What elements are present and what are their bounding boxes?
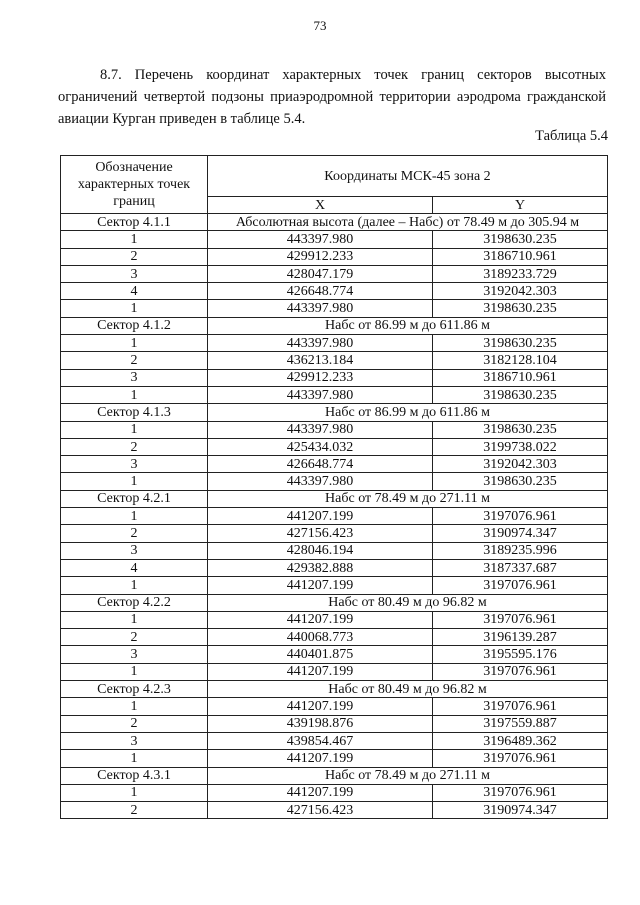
coord-y: 3189233.729	[433, 265, 608, 282]
coord-y: 3192042.303	[433, 456, 608, 473]
point-number: 3	[61, 542, 208, 559]
coord-x: 441207.199	[208, 698, 433, 715]
sector-row	[61, 317, 608, 334]
coord-x: 441207.199	[208, 784, 433, 801]
coord-y: 3182128.104	[433, 352, 608, 369]
point-number: 3	[61, 369, 208, 386]
header-coordinates: Координаты МСК-45 зона 2	[208, 156, 608, 197]
point-row	[61, 265, 608, 282]
coord-x: 439854.467	[208, 732, 433, 749]
point-number: 1	[61, 300, 208, 317]
point-number: 1	[61, 784, 208, 801]
coord-y: 3190974.347	[433, 802, 608, 819]
sector-row	[61, 404, 608, 421]
sector-name: Сектор 4.1.2	[61, 317, 208, 334]
point-number: 4	[61, 559, 208, 576]
coord-y: 3197076.961	[433, 750, 608, 767]
coord-y: 3187337.687	[433, 559, 608, 576]
coord-x: 429382.888	[208, 559, 433, 576]
coord-y: 3197076.961	[433, 784, 608, 801]
point-number: 1	[61, 750, 208, 767]
intro-paragraph	[58, 64, 606, 130]
coord-x: 443397.980	[208, 386, 433, 403]
point-number: 4	[61, 283, 208, 300]
coord-x: 443397.980	[208, 473, 433, 490]
point-row	[61, 248, 608, 265]
coord-y: 3198630.235	[433, 335, 608, 352]
point-row	[61, 352, 608, 369]
point-row	[61, 386, 608, 403]
coord-y: 3186710.961	[433, 369, 608, 386]
coord-x: 441207.199	[208, 577, 433, 594]
point-number: 1	[61, 663, 208, 680]
table-body	[61, 214, 608, 819]
coord-x: 429912.233	[208, 248, 433, 265]
coord-x: 443397.980	[208, 421, 433, 438]
coord-x: 439198.876	[208, 715, 433, 732]
coord-x: 440068.773	[208, 629, 433, 646]
sector-name: Сектор 4.2.3	[61, 681, 208, 698]
coord-x: 427156.423	[208, 802, 433, 819]
point-row	[61, 577, 608, 594]
point-row	[61, 559, 608, 576]
point-row	[61, 283, 608, 300]
point-row	[61, 438, 608, 455]
coord-y: 3197559.887	[433, 715, 608, 732]
coord-y: 3198630.235	[433, 421, 608, 438]
point-row	[61, 629, 608, 646]
coord-x: 425434.032	[208, 438, 433, 455]
point-row	[61, 456, 608, 473]
sector-row	[61, 594, 608, 611]
table-caption: Таблица 5.4	[535, 128, 608, 144]
sector-row	[61, 214, 608, 231]
point-row	[61, 698, 608, 715]
sector-name: Сектор 4.2.1	[61, 490, 208, 507]
header-x: X	[208, 197, 433, 214]
point-number: 3	[61, 265, 208, 282]
point-number: 2	[61, 802, 208, 819]
coord-x: 426648.774	[208, 283, 433, 300]
coord-x: 441207.199	[208, 750, 433, 767]
point-number: 2	[61, 352, 208, 369]
point-row	[61, 525, 608, 542]
point-number: 2	[61, 248, 208, 265]
point-number: 2	[61, 715, 208, 732]
point-number: 1	[61, 473, 208, 490]
sector-name: Сектор 4.2.2	[61, 594, 208, 611]
sector-height-range: Набс от 78.49 м до 271.11 м	[208, 490, 608, 507]
coord-x: 441207.199	[208, 508, 433, 525]
intro-text: 8.7. Перечень координат характерных точек границ секторов высотных ограничений четвертой подзоны приаэродромной территории аэродрома гражданской авиации Курган приведен в таблице 5.4.	[58, 67, 606, 127]
sector-row	[61, 767, 608, 784]
coordinates-table	[60, 155, 608, 819]
point-row	[61, 750, 608, 767]
coord-y: 3186710.961	[433, 248, 608, 265]
coord-y: 3198630.235	[433, 300, 608, 317]
point-row	[61, 611, 608, 628]
point-number: 1	[61, 421, 208, 438]
header-y: Y	[433, 197, 608, 214]
coord-y: 3196139.287	[433, 629, 608, 646]
coord-y: 3198630.235	[433, 473, 608, 490]
point-row	[61, 732, 608, 749]
coord-y: 3198630.235	[433, 386, 608, 403]
coord-x: 443397.980	[208, 300, 433, 317]
point-number: 3	[61, 456, 208, 473]
coord-y: 3189235.996	[433, 542, 608, 559]
coord-x: 429912.233	[208, 369, 433, 386]
sector-height-range: Набс от 86.99 м до 611.86 м	[208, 317, 608, 334]
sector-height-range: Набс от 80.49 м до 96.82 м	[208, 594, 608, 611]
coord-x: 427156.423	[208, 525, 433, 542]
coord-y: 3197076.961	[433, 508, 608, 525]
coord-y: 3190974.347	[433, 525, 608, 542]
sector-row	[61, 681, 608, 698]
coord-y: 3197076.961	[433, 611, 608, 628]
sector-height-range: Набс от 86.99 м до 611.86 м	[208, 404, 608, 421]
point-number: 1	[61, 611, 208, 628]
coord-x: 443397.980	[208, 335, 433, 352]
coord-x: 441207.199	[208, 663, 433, 680]
point-row	[61, 231, 608, 248]
page-number: 73	[313, 18, 327, 33]
sector-height-range: Набс от 80.49 м до 96.82 м	[208, 681, 608, 698]
coord-x: 443397.980	[208, 231, 433, 248]
point-number: 2	[61, 629, 208, 646]
coord-y: 3197076.961	[433, 663, 608, 680]
sector-height-range: Набс от 78.49 м до 271.11 м	[208, 767, 608, 784]
coord-x: 440401.875	[208, 646, 433, 663]
coord-y: 3195595.176	[433, 646, 608, 663]
point-row	[61, 508, 608, 525]
coord-y: 3192042.303	[433, 283, 608, 300]
sector-name: Сектор 4.1.3	[61, 404, 208, 421]
coord-y: 3198630.235	[433, 231, 608, 248]
sector-name: Сектор 4.1.1	[61, 214, 208, 231]
sector-row	[61, 490, 608, 507]
coord-y: 3197076.961	[433, 698, 608, 715]
header-point-label: Обозначение характерных точек границ	[61, 156, 208, 214]
point-row	[61, 369, 608, 386]
point-number: 1	[61, 698, 208, 715]
point-number: 1	[61, 577, 208, 594]
coord-x: 441207.199	[208, 611, 433, 628]
coord-x: 428047.179	[208, 265, 433, 282]
point-number: 1	[61, 231, 208, 248]
coord-x: 426648.774	[208, 456, 433, 473]
point-number: 1	[61, 508, 208, 525]
point-row	[61, 646, 608, 663]
point-number: 3	[61, 646, 208, 663]
point-row	[61, 802, 608, 819]
point-row	[61, 335, 608, 352]
point-row	[61, 300, 608, 317]
point-number: 1	[61, 386, 208, 403]
coord-x: 436213.184	[208, 352, 433, 369]
point-number: 3	[61, 732, 208, 749]
point-row	[61, 421, 608, 438]
point-row	[61, 473, 608, 490]
point-row	[61, 542, 608, 559]
coord-y: 3197076.961	[433, 577, 608, 594]
point-number: 1	[61, 335, 208, 352]
coord-y: 3199738.022	[433, 438, 608, 455]
coord-y: 3196489.362	[433, 732, 608, 749]
point-number: 2	[61, 525, 208, 542]
point-row	[61, 715, 608, 732]
point-row	[61, 784, 608, 801]
sector-height-range: Абсолютная высота (далее – Набс) от 78.49 м до 305.94 м	[208, 214, 608, 231]
coord-x: 428046.194	[208, 542, 433, 559]
sector-name: Сектор 4.3.1	[61, 767, 208, 784]
point-number: 2	[61, 438, 208, 455]
point-row	[61, 663, 608, 680]
